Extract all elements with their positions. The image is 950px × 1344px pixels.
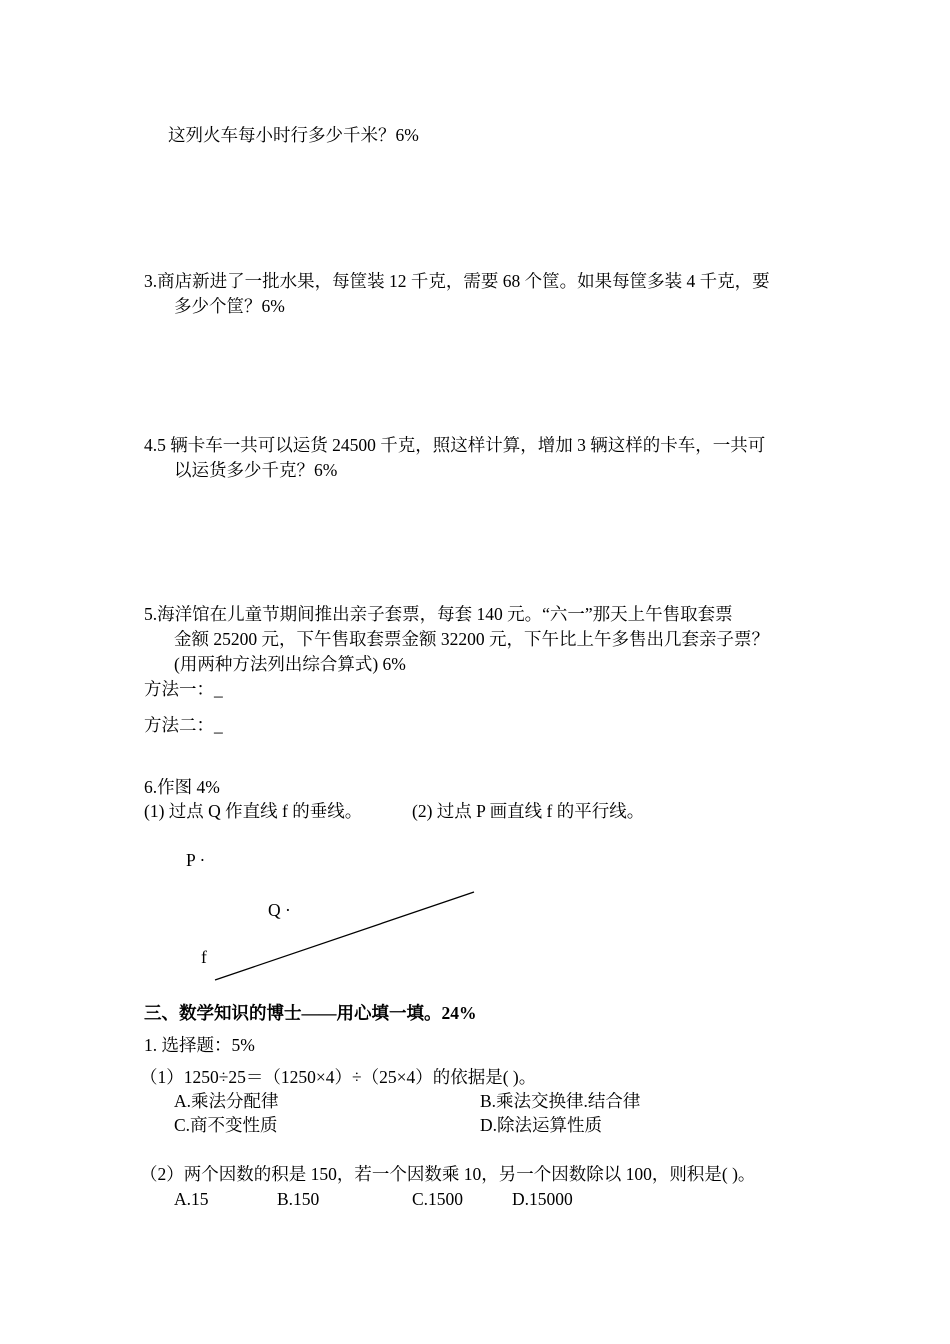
question-5-line-3: (用两种方法列出综合算式) 6%: [174, 654, 406, 674]
question-5-line-2: 金额 25200 元，下午售取套票金额 32200 元，下午比上午多售出几套亲子票？: [174, 629, 769, 649]
method-one-label: 方法一：_: [144, 679, 223, 699]
point-p-label: P ·: [186, 850, 206, 870]
question-2-continuation: 这列火车每小时行多少千米？6%: [168, 125, 419, 145]
choice-question-1-option-a: A.乘法分配律: [174, 1091, 279, 1111]
point-q-label: Q ·: [268, 900, 291, 920]
question-5-line-1: 5.海洋馆在儿童节期间推出亲子套票，每套 140 元。“六一”那天上午售取套票: [144, 604, 733, 624]
question-4-line-2: 以运货多少千克？6%: [174, 460, 338, 480]
question-4-line-1: 4.5 辆卡车一共可以运货 24500 千克，照这样计算，增加 3 辆这样的卡车，一共可: [144, 435, 766, 455]
choice-question-1-option-b: B.乘法交换律.结合律: [480, 1091, 641, 1111]
question-3-line-2: 多少个筐？6%: [174, 296, 285, 316]
choice-question-2-option-b: B.150: [277, 1189, 320, 1209]
method-two-label: 方法二：_: [144, 715, 223, 735]
question-6-title: 6.作图 4%: [144, 777, 220, 797]
choice-question-2-option-d: D.15000: [512, 1189, 573, 1209]
choice-question-2-stem: （2）两个因数的积是 150，若一个因数乘 10，另一个因数除以 100，则积是( )。: [140, 1164, 756, 1184]
question-3-line-1: 3.商店新进了一批水果，每筐装 12 千克，需要 68 个筐。如果每筐多装 4 千克，要: [144, 271, 770, 291]
question-6-part-1: (1) 过点 Q 作直线 f 的垂线。: [144, 801, 363, 821]
question-6-part-2: (2) 过点 P 画直线 f 的平行线。: [412, 801, 645, 821]
choice-question-1-stem: （1）1250÷25＝（1250×4）÷（25×4）的依据是( )。: [140, 1067, 537, 1087]
choice-questions-title: 1. 选择题：5%: [144, 1035, 255, 1055]
line-f: [215, 892, 474, 980]
section-3-heading: 三、数学知识的博士——用心填一填。24%: [144, 1003, 477, 1023]
line-f-label: f: [201, 947, 207, 967]
choice-question-2-option-c: C.1500: [412, 1189, 464, 1209]
choice-question-2-option-a: A.15: [174, 1189, 209, 1209]
choice-question-1-option-d: D.除法运算性质: [480, 1115, 603, 1135]
choice-question-1-option-c: C.商不变性质: [174, 1115, 278, 1135]
